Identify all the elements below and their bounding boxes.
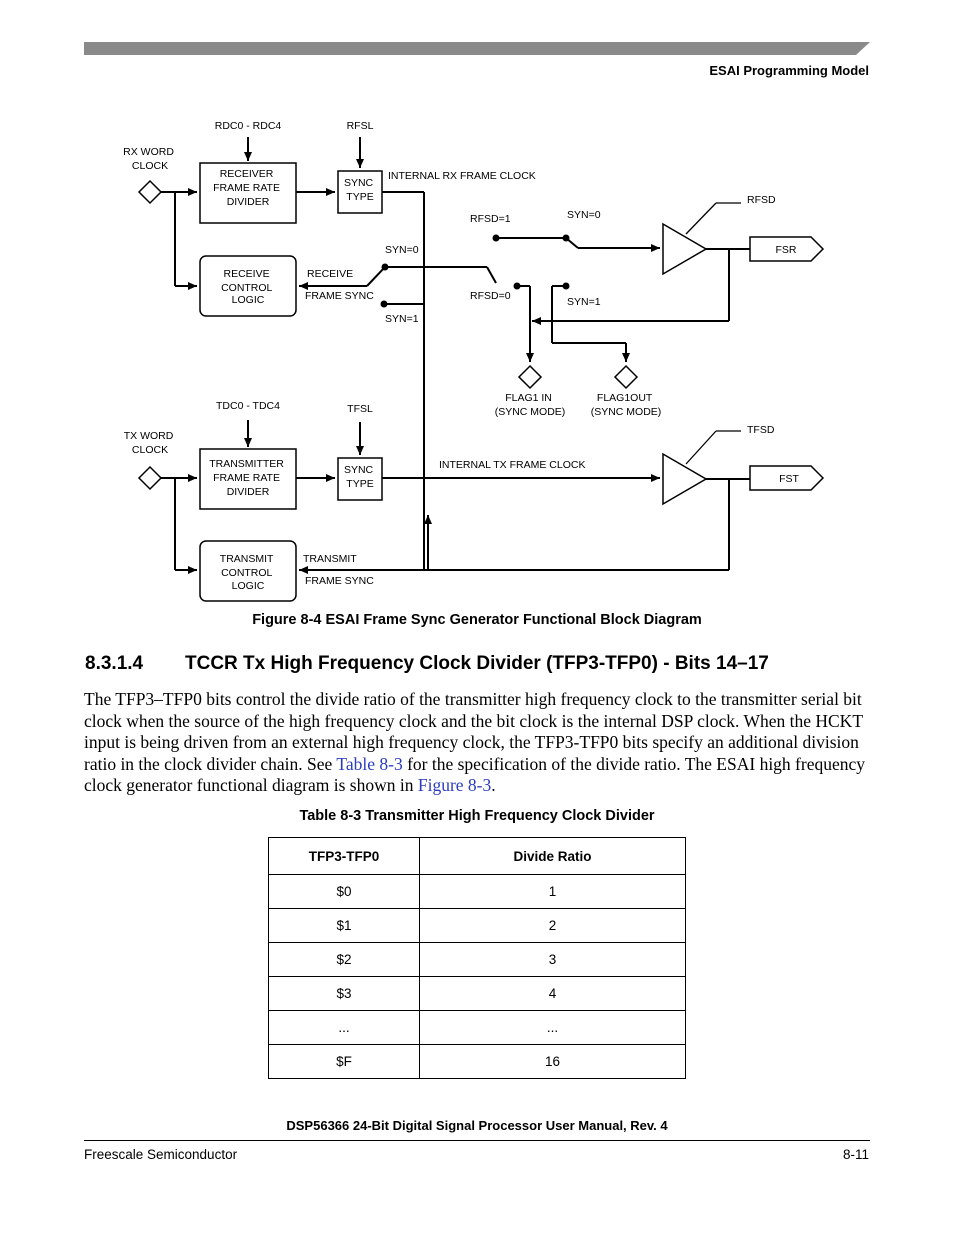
table-cell: 1 bbox=[420, 875, 686, 909]
transmitter-divider-label: TRANSMITTER FRAME RATE DIVIDER bbox=[209, 458, 284, 498]
transmit-label: TRANSMIT bbox=[303, 553, 357, 565]
table-cell: ... bbox=[269, 1011, 420, 1045]
table-row bbox=[269, 1045, 686, 1079]
rx-sync-type-label: SYNC TYPE bbox=[343, 177, 374, 203]
flag1-out-pin bbox=[615, 366, 637, 388]
rdc-label: RDC0 - RDC4 bbox=[214, 120, 282, 132]
paragraph-text: for the specification of the divide ratio. The ESAI high frequency clock generator functional diagram is shown in bbox=[84, 753, 866, 796]
internal-tx-frame-clock-label: INTERNAL TX FRAME CLOCK bbox=[439, 459, 586, 471]
tfsl-label: TFSL bbox=[347, 403, 373, 415]
tx-frame-sync-label: FRAME SYNC bbox=[305, 575, 374, 587]
table-row bbox=[269, 1011, 686, 1045]
rfsd-eq-0-label: RFSD=0 bbox=[470, 290, 511, 302]
body-paragraph bbox=[84, 689, 874, 797]
tx-output-buffer bbox=[663, 454, 706, 504]
syn-0-right-label: SYN=0 bbox=[567, 209, 601, 221]
figure-caption: Figure 8-4 ESAI Frame Sync Generator Functional Block Diagram bbox=[252, 612, 702, 628]
syn-0-mid-label: SYN=0 bbox=[385, 244, 419, 256]
flag1-out-label: FLAG1OUT (SYNC MODE) bbox=[590, 392, 662, 418]
rfsd-label: RFSD bbox=[747, 194, 776, 206]
flag1-in-pin bbox=[519, 366, 541, 388]
tfsd-label: TFSD bbox=[747, 424, 775, 436]
transmit-control-label: TRANSMIT CONTROL LOGIC bbox=[219, 553, 274, 592]
footer-divider bbox=[84, 1140, 870, 1141]
section-heading bbox=[85, 653, 769, 675]
syn-1-mid-label: SYN=1 bbox=[385, 313, 419, 325]
receive-label: RECEIVE bbox=[307, 268, 354, 280]
tdc-label: TDC0 - TDC4 bbox=[216, 400, 280, 412]
paragraph-text: The TFP3–TFP0 bits control the divide ratio of the transmitter high frequency clock to the transmitter serial bit clock when the source of the high frequency clock and the bit clock is the internal DSP clock. When the HCKT input is being driven from an external high frequency clock, the TFP3-TFP0 bits specify an additional division ratio in the clock divider chain. See bbox=[84, 689, 863, 774]
table-row bbox=[269, 977, 686, 1011]
table-cell: 16 bbox=[420, 1045, 686, 1079]
table-row bbox=[269, 875, 686, 909]
table-cell: $1 bbox=[269, 909, 420, 943]
receiver-divider-label: RECEIVER FRAME RATE DIVIDER bbox=[213, 168, 280, 208]
rx-output-buffer bbox=[663, 224, 706, 274]
paragraph-text: . bbox=[491, 775, 496, 796]
page-number: 8-11 bbox=[842, 1147, 869, 1162]
rx-word-clock-pin bbox=[139, 181, 161, 203]
running-head: ESAI Programming Model bbox=[709, 63, 869, 78]
table-cell: 2 bbox=[420, 909, 686, 943]
fst-label: FST bbox=[779, 473, 799, 485]
table-caption: Table 8-3 Transmitter High Frequency Clock Divider bbox=[299, 808, 655, 824]
figure-8-3-link[interactable]: Figure 8-3 bbox=[417, 775, 492, 796]
rx-frame-sync-label: FRAME SYNC bbox=[305, 290, 374, 302]
syn-1-right-label: SYN=1 bbox=[567, 296, 601, 308]
flag1-in-label: FLAG1 IN (SYNC MODE) bbox=[494, 392, 566, 418]
tx-word-clock-pin bbox=[139, 467, 161, 489]
column-header: TFP3-TFP0 bbox=[269, 838, 420, 875]
table-header-row bbox=[269, 838, 686, 875]
column-header: Divide Ratio bbox=[420, 838, 686, 875]
table-cell: ... bbox=[420, 1011, 686, 1045]
section-title: TCCR Tx High Frequency Clock Divider (TFP3-TFP0) - Bits 14–17 bbox=[185, 653, 769, 674]
table-cell: $0 bbox=[269, 875, 420, 909]
table-cell: 4 bbox=[420, 977, 686, 1011]
table-row bbox=[269, 909, 686, 943]
table-cell: $2 bbox=[269, 943, 420, 977]
rfsd-eq-1-label: RFSD=1 bbox=[470, 213, 511, 225]
table-8-3-link[interactable]: Table 8-3 bbox=[336, 753, 403, 774]
receive-control-label: RECEIVE CONTROL LOGIC bbox=[221, 268, 273, 306]
rfsl-label: RFSL bbox=[346, 120, 374, 132]
table-cell: 3 bbox=[420, 943, 686, 977]
table-cell: $F bbox=[269, 1045, 420, 1079]
table-row bbox=[269, 943, 686, 977]
rx-word-clock-label: RX WORD CLOCK bbox=[123, 146, 174, 172]
internal-rx-frame-clock-label: INTERNAL RX FRAME CLOCK bbox=[388, 170, 536, 182]
section-number: 8.3.1.4 bbox=[85, 653, 144, 674]
fsr-label: FSR bbox=[775, 244, 797, 256]
divide-ratio-table bbox=[268, 837, 686, 1079]
frame-sync-block-diagram bbox=[0, 0, 954, 610]
footer-title: DSP56366 24-Bit Digital Signal Processor User Manual, Rev. 4 bbox=[286, 1118, 668, 1133]
tx-sync-type-label: SYNC TYPE bbox=[343, 464, 374, 490]
tx-word-clock-label: TX WORD CLOCK bbox=[123, 430, 174, 456]
footer-company: Freescale Semiconductor bbox=[84, 1147, 238, 1162]
table-cell: $3 bbox=[269, 977, 420, 1011]
